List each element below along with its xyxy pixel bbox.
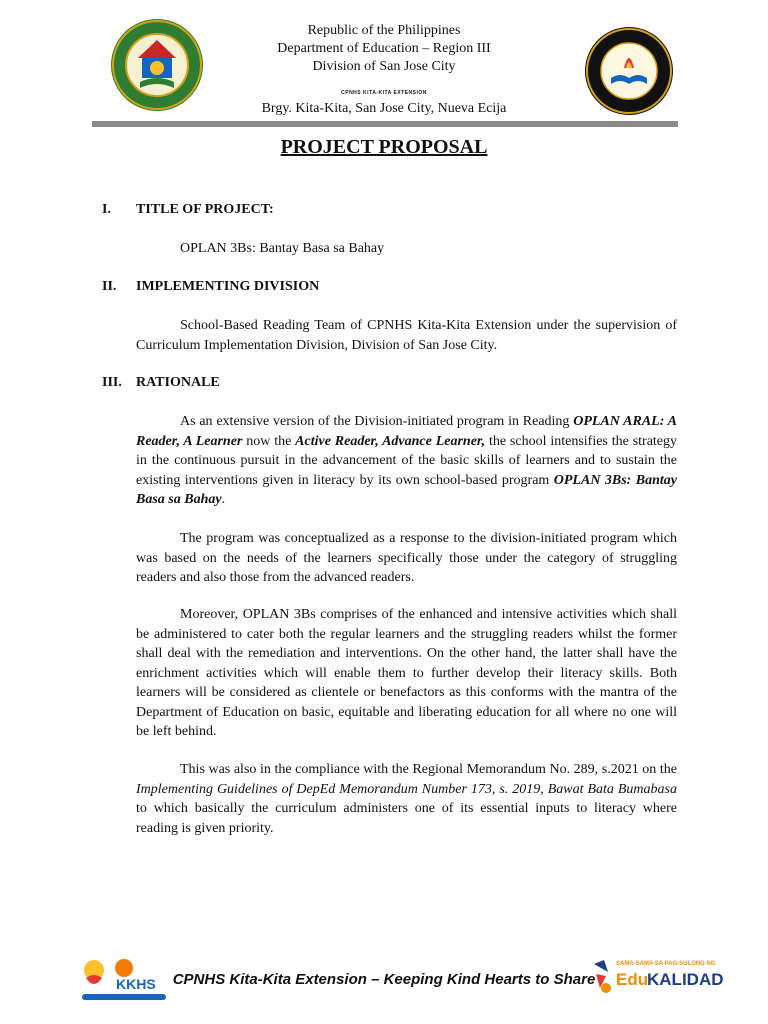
edukalidad-logo bbox=[592, 958, 724, 998]
edukalidad-brand-b: KALIDAD bbox=[647, 970, 724, 989]
section-title: RATIONALE bbox=[136, 375, 220, 390]
header-republic: Republic of the Philippines bbox=[307, 23, 461, 38]
kkhs-logo-text: KKHS bbox=[116, 976, 156, 992]
project-title-text: OPLAN 3Bs: Bantay Basa sa Bahay bbox=[180, 241, 385, 256]
text-run: now the bbox=[242, 433, 296, 449]
footer-motto: CPNHS Kita-Kita Extension – Keeping Kind Hearts to Share bbox=[172, 971, 596, 988]
text-run: . bbox=[221, 492, 226, 507]
rationale-paragraph-4 bbox=[136, 760, 677, 838]
edukalidad-brand-a: Edu bbox=[616, 970, 649, 989]
edukalidad-top-text: SAMA-SAMA SA PAG-SULONG NG bbox=[616, 961, 716, 967]
text-run-bold-italic: Active Reader, Advance Learner, bbox=[295, 433, 486, 449]
section-number: I. bbox=[102, 202, 111, 217]
text-run: the school intensifies the strategy in the continuous pursuit in the advancement of the basic skills of learners and to sustain the existing interventions given in literacy by its own school-based program bbox=[136, 433, 678, 488]
header-tiny-school: CPNHS KITA-KITA EXTENSION bbox=[341, 90, 427, 96]
header-address: Brgy. Kita-Kita, San Jose City, Nueva Ecija bbox=[261, 101, 507, 116]
text-run-bold-italic: OPLAN ARAL: A Reader, A Learner bbox=[136, 414, 677, 449]
section-number: III. bbox=[102, 375, 122, 390]
text-run-italic: Implementing Guidelines of DepEd Memorandum Number 173, s. 2019, Bawat Bata Bumabasa bbox=[136, 781, 677, 797]
section-number: II. bbox=[102, 279, 117, 294]
header-department: Department of Education – Region III bbox=[277, 41, 491, 56]
header-divider bbox=[92, 121, 678, 127]
text-run: to which basically the curriculum administers one of its essential inputs to literacy where reading is given priority. bbox=[136, 801, 677, 836]
implementing-division-text: School-Based Reading Team of CPNHS Kita-Kita Extension under the supervision of Curriculum Implementation Division, Division of San Jose City. bbox=[136, 318, 677, 353]
header-division: Division of San Jose City bbox=[312, 59, 456, 74]
section-title: TITLE OF PROJECT: bbox=[136, 202, 274, 217]
rationale-paragraph-1 bbox=[136, 412, 677, 510]
text-run: As an extensive version of the Division-initiated program in Reading bbox=[180, 414, 574, 429]
rationale-paragraph-2: The program was conceptualized as a response to the division-initiated program which was based on the needs of the learners specifically those under the category of struggling readers and also those from the advanced readers. bbox=[136, 531, 677, 585]
text-run: This was also in the compliance with the Regional Memorandum No. 289, s.2021 on the bbox=[180, 762, 677, 777]
text-run-bold-italic: OPLAN 3Bs: Bantay Basa sa Bahay bbox=[136, 472, 678, 507]
section-title: IMPLEMENTING DIVISION bbox=[136, 279, 320, 294]
page-title: PROJECT PROPOSAL bbox=[280, 136, 488, 158]
rationale-paragraph-3: Moreover, OPLAN 3Bs comprises of the enhanced and intensive activities which shall be administered to cater both the regular learners and the struggling readers whilst the former shall deal with the remediation and interventions. On the other hand, the latter shall have the enrichment activities which will enable them to further develop their literacy skills. Both learners will be considered as clientele or benefactors as this conforms with the mantra of the Department of Education on basic, equitable and liberating education for all where no one will be left behind. bbox=[136, 607, 677, 739]
